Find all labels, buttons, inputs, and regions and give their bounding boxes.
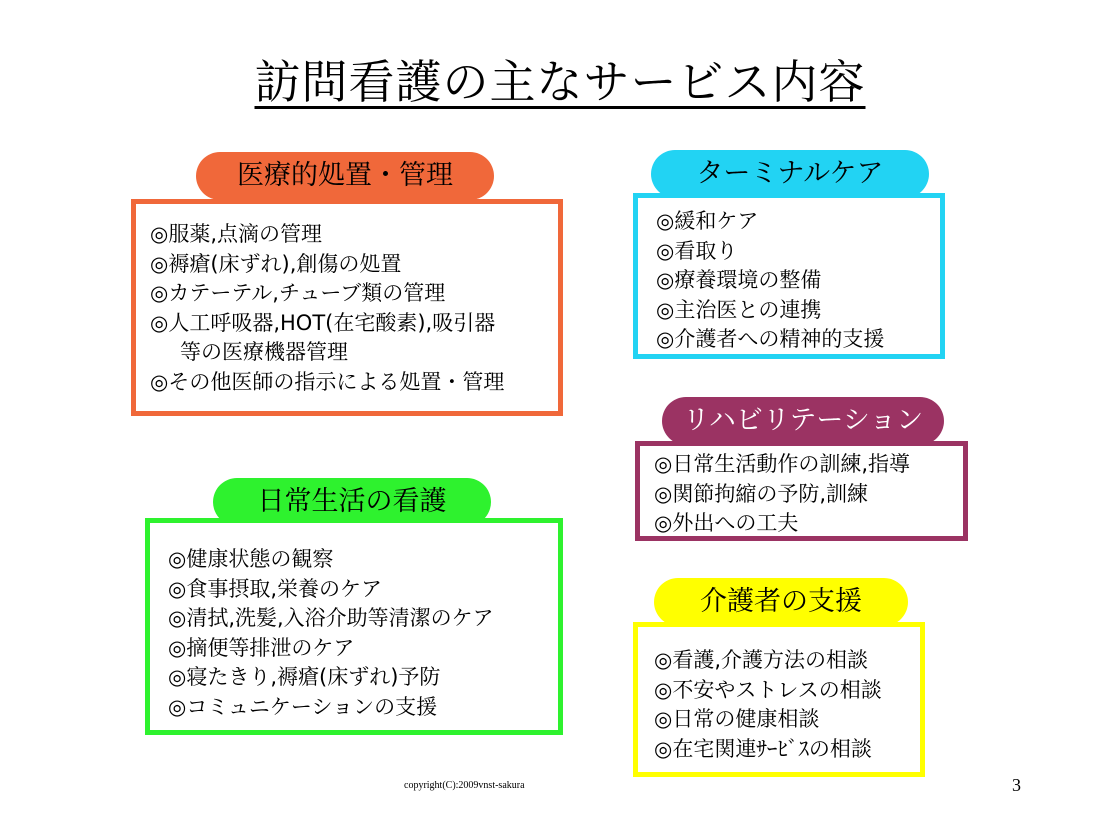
copyright-footer: copyright(C):2009vnst-sakura xyxy=(404,780,525,791)
list-item: ◎その他医師の指示による処置・管理 xyxy=(150,369,505,394)
list-item: ◎療養環境の整備 xyxy=(656,268,822,292)
page-number: 3 xyxy=(1012,775,1021,795)
rehab-list xyxy=(654,450,963,539)
caregiver-list-box xyxy=(633,622,925,777)
list-item: ◎看取り xyxy=(656,238,738,263)
daily-heading-pill: 日常生活の看護 xyxy=(213,478,491,526)
list-item: ◎介護者への精神的支援 xyxy=(656,327,885,351)
list-item: ◎食事摂取,栄養のケア xyxy=(168,576,382,601)
rehab-list-box xyxy=(635,441,968,541)
list-item: ◎人工呼吸器,HOT(在宅酸素),吸引器 xyxy=(150,310,496,335)
caregiver-heading-pill: 介護者の支援 xyxy=(654,578,908,626)
list-item: ◎健康状態の観察 xyxy=(168,547,334,571)
terminal-list-box xyxy=(633,193,945,359)
list-item: ◎摘便等排泄のケア xyxy=(168,635,355,660)
rehab-heading-pill: リハビリテーション xyxy=(662,397,944,445)
list-item: ◎緩和ケア xyxy=(656,209,759,233)
medical-heading-pill: 医療的処置・管理 xyxy=(196,152,494,200)
list-item: ◎コミュニケーションの支援 xyxy=(168,694,438,719)
medical-list xyxy=(150,220,558,397)
terminal-list xyxy=(656,207,940,355)
list-item: ◎服薬,点滴の管理 xyxy=(150,222,322,246)
list-item: ◎日常生活動作の訓練,指導 xyxy=(654,452,910,476)
slide-title xyxy=(0,52,1120,112)
daily-list xyxy=(168,545,558,722)
list-item: ◎カテーテル,チューブ類の管理 xyxy=(150,281,446,305)
medical-list-box xyxy=(131,199,563,416)
slide-title-text: 訪問看護の主なサービス内容 xyxy=(254,55,866,109)
list-item: ◎主治医との連携 xyxy=(656,297,822,322)
list-item: ◎寝たきり,褥瘡(床ずれ)予防 xyxy=(168,665,441,689)
list-item: ◎不安やストレスの相談 xyxy=(654,677,882,702)
terminal-heading-pill: ターミナルケア xyxy=(651,150,929,198)
list-item: ◎在宅関連ｻｰﾋﾞｽの相談 xyxy=(654,736,872,761)
list-item: ◎清拭,洗髪,入浴介助等清潔のケア xyxy=(168,606,494,630)
list-item-continuation: 等の医療機器管理 xyxy=(180,340,348,364)
list-item: ◎褥瘡(床ずれ),創傷の処置 xyxy=(150,251,402,276)
daily-list-box xyxy=(145,518,563,735)
list-item: ◎日常の健康相談 xyxy=(654,707,820,731)
caregiver-list xyxy=(654,646,920,764)
list-item: ◎関節拘縮の予防,訓練 xyxy=(654,481,868,506)
list-item: ◎看護,介護方法の相談 xyxy=(654,648,868,672)
list-item: ◎外出への工夫 xyxy=(654,511,799,535)
